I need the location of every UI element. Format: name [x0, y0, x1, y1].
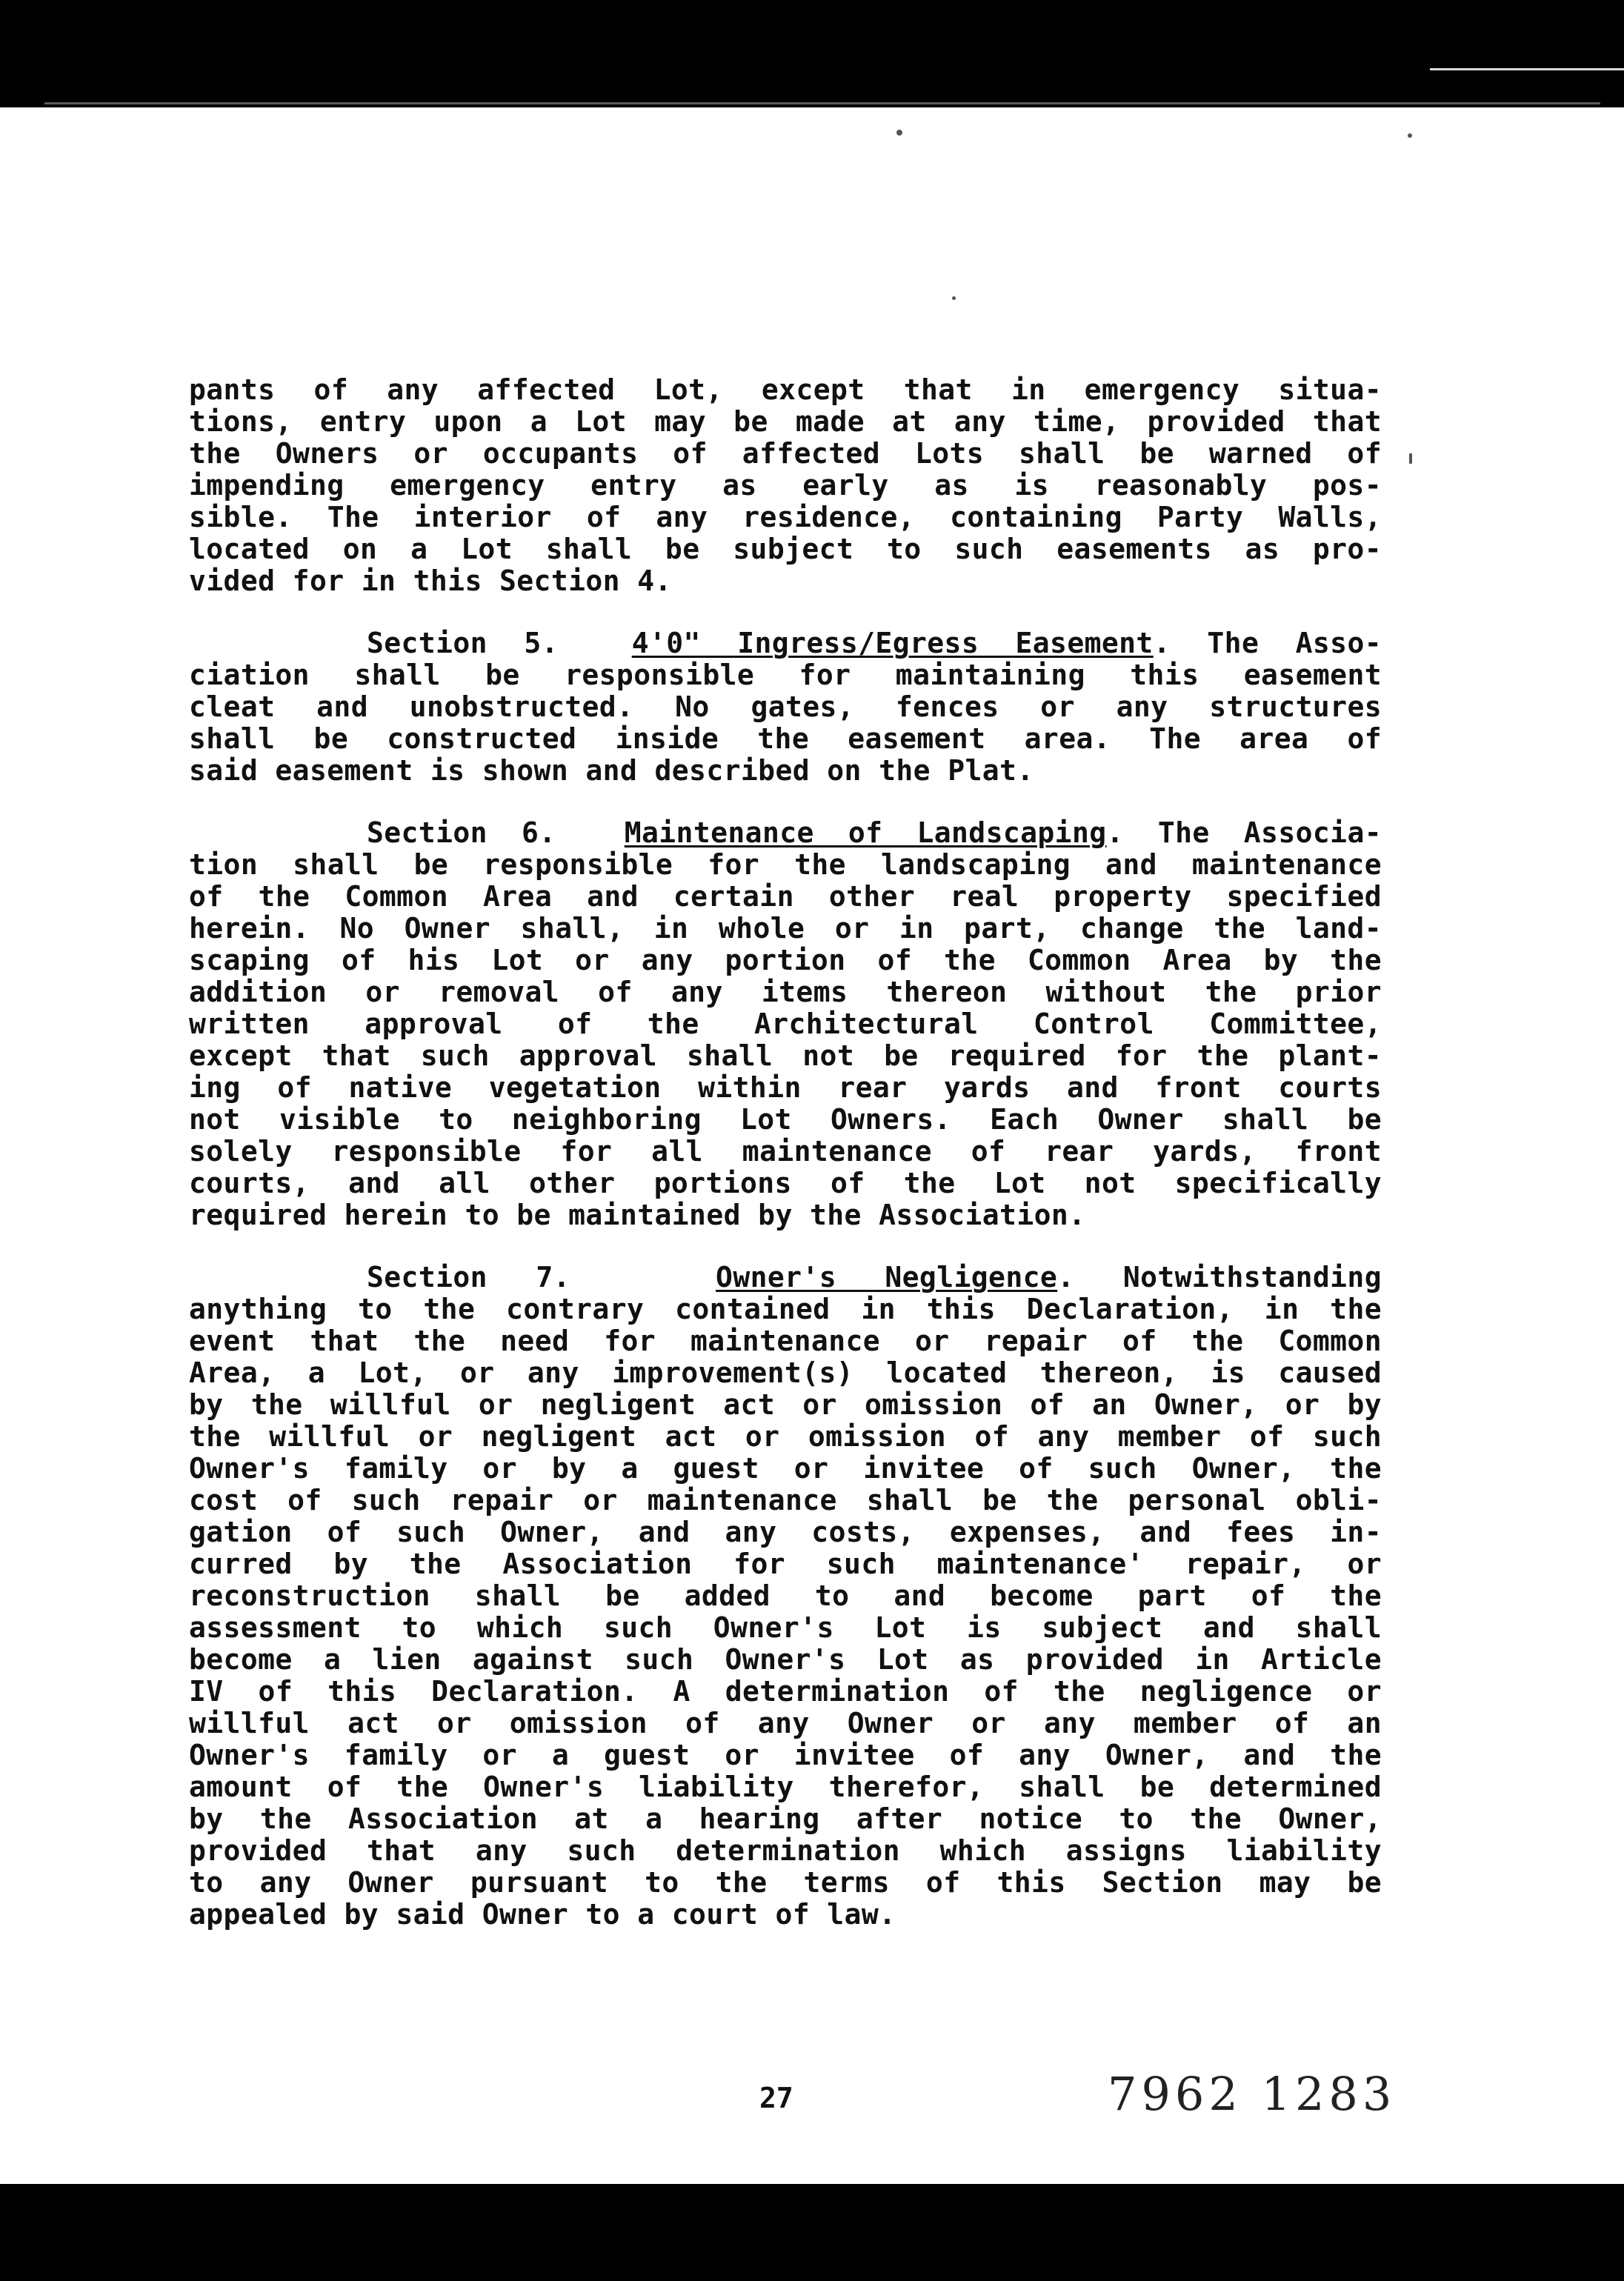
text-line: become a lien against such Owner's Lot as provided in Article [189, 1643, 1382, 1676]
section-7-first-tail: . Notwithstanding [1057, 1261, 1382, 1293]
text-line: reconstruction shall be added to and become part of the [189, 1579, 1382, 1612]
text-line: curred by the Association for such maintenance' repair, or [189, 1548, 1382, 1580]
text-line: Owner's family or by a guest or invitee of such Owner, the [189, 1452, 1382, 1485]
scan-speck [1409, 453, 1412, 464]
text-line: assessment to which such Owner's Lot is subject and shall [189, 1611, 1382, 1644]
text-line: cleat and unobstructed. No gates, fences or any structures [189, 690, 1382, 723]
scan-speck [952, 296, 956, 300]
paragraph-section-4-continuation [189, 374, 1382, 597]
section-6-heading: Maintenance of Landscaping [624, 816, 1107, 849]
text-line: impending emergency entry as early as is reasonably pos- [189, 469, 1382, 502]
paragraph-section-6 [189, 817, 1382, 1231]
text-line: event that the need for maintenance or repair of the Common [189, 1325, 1382, 1357]
text-line: willful act or omission of any Owner or any member of an [189, 1707, 1382, 1739]
section-5-heading: 4'0" Ingress/Egress Easement [631, 627, 1154, 659]
text-line: amount of the Owner's liability therefor, shall be determined [189, 1771, 1382, 1803]
text-line: anything to the contrary contained in this Declaration, in the [189, 1293, 1382, 1325]
text-line: not visible to neighboring Lot Owners. Each Owner shall be [189, 1103, 1382, 1136]
text-line: ing of native vegetation within rear yards and front courts [189, 1071, 1382, 1104]
text-line: tion shall be responsible for the landscaping and maintenance [189, 848, 1382, 881]
text-line: gation of such Owner, and any costs, expenses, and fees in- [189, 1516, 1382, 1548]
text-line: appealed by said Owner to a court of law. [189, 1898, 896, 1931]
paragraph-section-7 [189, 1262, 1382, 1931]
scan-speck [896, 130, 902, 136]
section-7-first-line [189, 1262, 1382, 1293]
scan-speck [1408, 133, 1412, 138]
section-7-label: Section 7. [367, 1261, 570, 1293]
text-line: IV of this Declaration. A determination of the negligence or [189, 1675, 1382, 1708]
section-5-first-tail: . The Asso- [1153, 627, 1382, 659]
document-number: 7962 1283 [1108, 2067, 1397, 2121]
text-line: shall be constructed inside the easement area. The area of [189, 722, 1382, 755]
text-line: the Owners or occupants of affected Lots shall be warned of [189, 437, 1382, 470]
text-line: sible. The interior of any residence, containing Party Walls, [189, 501, 1382, 533]
text-line: vided for in this Section 4. [189, 565, 672, 597]
text-line: required herein to be maintained by the Association. [189, 1199, 1086, 1231]
text-line: located on a Lot shall be subject to such easements as pro- [189, 533, 1382, 565]
scan-artifact-line [1430, 68, 1624, 70]
section-6-first-tail: . The Associa- [1106, 816, 1382, 849]
text-line: solely responsible for all maintenance of rear yards, front [189, 1135, 1382, 1168]
scan-top-border [0, 0, 1624, 107]
section-7-heading: Owner's Negligence [716, 1261, 1058, 1293]
section-6-label: Section 6. [367, 816, 556, 849]
text-line: ciation shall be responsible for maintaining this easement [189, 659, 1382, 691]
paragraph-section-5 [189, 627, 1382, 787]
text-line: except that such approval shall not be required for the plant- [189, 1039, 1382, 1072]
scan-bottom-border [0, 2184, 1624, 2281]
text-line: provided that any such determination which assigns liability [189, 1834, 1382, 1867]
text-line: herein. No Owner shall, in whole or in part, change the land- [189, 912, 1382, 945]
text-line: courts, and all other portions of the Lot not specifically [189, 1167, 1382, 1199]
document-body [189, 374, 1382, 1961]
section-5-label: Section 5. [367, 627, 559, 659]
text-line: said easement is shown and described on the Plat. [189, 754, 1034, 787]
text-line: Area, a Lot, or any improvement(s) located thereon, is caused [189, 1356, 1382, 1389]
page-number: 27 [759, 2082, 793, 2114]
text-line: cost of such repair or maintenance shall be the personal obli- [189, 1484, 1382, 1516]
text-line: to any Owner pursuant to the terms of this Section may be [189, 1866, 1382, 1899]
text-line: by the Association at a hearing after notice to the Owner, [189, 1802, 1382, 1835]
text-line: addition or removal of any items thereon without the prior [189, 976, 1382, 1008]
text-line: scaping of his Lot or any portion of the Common Area by the [189, 944, 1382, 976]
text-line: tions, entry upon a Lot may be made at any time, provided that [189, 405, 1382, 438]
section-6-first-line [189, 817, 1382, 849]
text-line: pants of any affected Lot, except that in emergency situa- [189, 373, 1382, 406]
section-5-first-line [189, 627, 1382, 659]
text-line: Owner's family or a guest or invitee of any Owner, and the [189, 1739, 1382, 1771]
text-line: written approval of the Architectural Control Committee, [189, 1008, 1382, 1040]
scan-artifact-line [44, 102, 1600, 104]
text-line: by the willful or negligent act or omission of an Owner, or by [189, 1388, 1382, 1421]
text-line: of the Common Area and certain other real property specified [189, 880, 1382, 913]
text-line: the willful or negligent act or omission of any member of such [189, 1420, 1382, 1453]
